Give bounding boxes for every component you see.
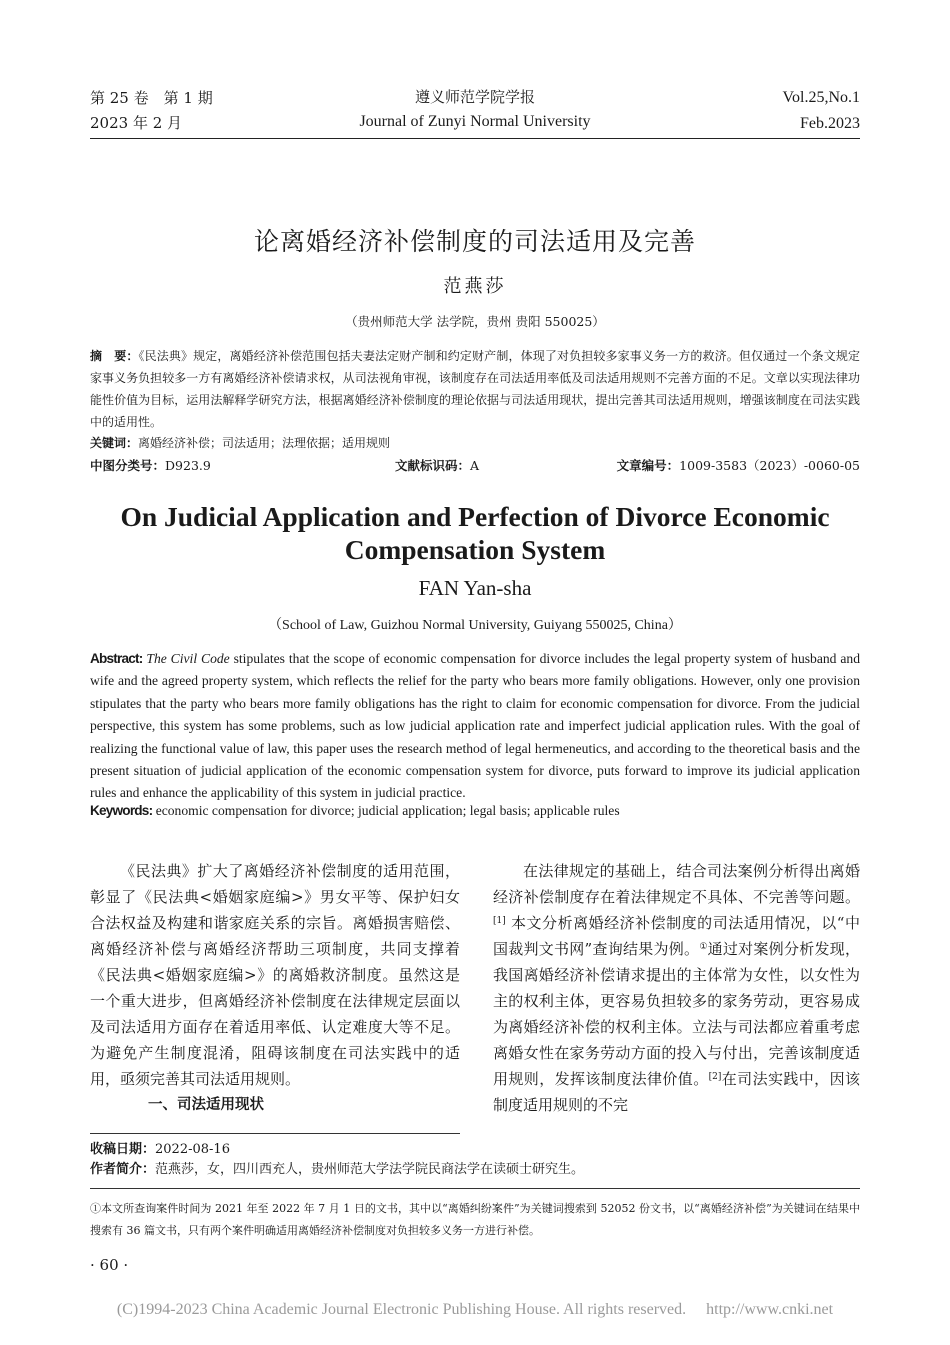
article-no-label: 文章编号： (616, 458, 680, 473)
footnote-rule (90, 1133, 460, 1134)
footnote-marker: ① (699, 942, 708, 952)
right-paragraph (493, 858, 860, 1118)
right-text-3: 通过对案例分析发现，我国离婚经济补偿请求提出的主体常为女性，以女性为主的权利主体，更容易负担较多的家务劳动，更容易成为离婚经济补偿的权利主体。立法与司法都应着重考虑离婚女性在家务劳动方面的投入与付出，完善该制度适用规则，发挥该制度法律价值。 (493, 940, 860, 1088)
received-value: 2022-08-16 (155, 1142, 230, 1157)
section-heading: 一、司法适用现状 (148, 1097, 264, 1113)
right-text-1: 在法律规定的基础上，结合司法案例分析得出离婚经济补偿制度存在着法律规定不具体、不完善等问题。 (493, 862, 860, 906)
article-title-cn: 论离婚经济补偿制度的司法适用及完善 (253, 227, 696, 256)
abstract-cn (90, 345, 860, 433)
received-date (90, 1140, 230, 1160)
footnote-1: ①本文所查询案件时间为 2021 年至 2022 年 7 月 1 日的文书，其中以“离婚纠纷案件”为关键词搜索到 52052 份文书，以“离婚经济补偿”为关键词在结果中搜索有 36 篇文书，只有两个案件明确适用离婚经济补偿制度对负担较多义务一方进行补偿。 (90, 1202, 860, 1237)
copyright-watermark: (C)1994-2023 China Academic Journal Electronic Publishing House. All rights reserved. http://www.cnki.net (116, 1301, 834, 1318)
page-number: · 60 · (90, 1256, 129, 1274)
author-bio (90, 1160, 584, 1180)
keywords-en-text: economic compensation for divorce; judicial application; legal basis; applicable rules (152, 803, 620, 818)
abstract-cn-text: 《民法典》规定，离婚经济补偿范围包括夫妻法定财产制和约定财产制，体现了对负担较多家事义务一方的救济。但仅通过一个条文规定家事义务负担较多一方有离婚经济补偿请求权，从司法视角审视，该制度存在司法适用率低及司法适用规则不完善方面的不足。文章以实现法律功能性价值为目标，运用法解释学研究方法，根据离婚经济补偿制度的理论依据与司法适用现状，提出完善其司法适用规则，增强该制度在司法实践中的适用性。 (90, 349, 860, 429)
article-number (617, 456, 860, 476)
affiliation-en: （School of Law, Guizhou Normal University, Guiyang 550025, China） (268, 618, 682, 633)
volume-en: Vol.25,No.1 (782, 89, 860, 106)
journal-name-en: Journal of Zunyi Normal University (359, 113, 591, 130)
author-bio-label: 作者简介： (90, 1162, 156, 1177)
clc-label: 中图分类号： (90, 458, 166, 473)
keywords-en-label: Keywords: (90, 803, 153, 818)
author-en: FAN Yan-sha (418, 576, 532, 600)
received-label: 收稿日期： (90, 1142, 156, 1157)
intro-paragraph: 《民法典》扩大了离婚经济补偿制度的适用范围，彰显了《民法典<婚姻家庭编>》男女平等、保护妇女合法权益及构建和谐家庭关系的宗旨。离婚损害赔偿、离婚经济补偿与离婚经济帮助三项制度，共同支撑着《民法典<婚姻家庭编>》的离婚救济制度。虽然这是一个重大进步，但离婚经济补偿制度在法律规定层面以及司法适用方面存在着适用率低、认定难度大等不足。为避免产生制度混淆，阻碍该制度在司法实践中的适用，亟须完善其司法适用规则。 (90, 862, 460, 1088)
keywords-cn (90, 433, 860, 453)
document-code (395, 456, 479, 476)
article-no-value: 1009-3583（2023）-0060-05 (679, 458, 860, 473)
doc-code-label: 文献标识码： (395, 458, 471, 473)
keywords-cn-label: 关键词： (90, 436, 139, 450)
reference-2: [2] (708, 1072, 722, 1082)
right-text-4: 在司法实践中，因该制度适用规则的不完 (493, 1070, 860, 1114)
abstract-en-italic: The Civil Code (146, 651, 230, 666)
affiliation-cn: （贵州师范大学 法学院，贵州 贵阳 550025） (345, 314, 605, 329)
header-rule (90, 138, 860, 139)
right-text-2: 本文分析离婚经济补偿制度的司法适用情况，以“中国裁判文书网”查询结果为例。 (493, 914, 860, 958)
abstract-cn-label: 摘 要： (90, 349, 139, 363)
keywords-cn-text: 离婚经济补偿；司法适用；法理依据；适用规则 (138, 436, 391, 450)
issue-date-en: Feb.2023 (800, 115, 860, 132)
author-cn: 范燕莎 (443, 276, 507, 297)
keywords-en (90, 800, 860, 822)
article-title-en: On Judicial Application and Perfection of Divorce Economic Compensation System (120, 501, 830, 565)
journal-name-cn: 遵义师范学院学报 (414, 88, 535, 106)
note-rule (90, 1188, 860, 1189)
body-right-column (493, 858, 860, 1118)
abstract-en-text: stipulates that the scope of economic compensation for divorce includes the legal property system of husband and wife and the agreed property system, which reflects the relief for the party who bears more family obligations. However, only one provision stipulates that the party who bears more family obligations has the right to claim for economic compensation for divorce. From the judicial perspective, this system has some problems, such as low judicial application rate and imperfect judicial application rules. With the goal of realizing the functional value of law, this paper uses the research method of legal hermeneutics, and according to the theoretical basis and the present situation of judicial application of the economic compensation system for divorce, puts forward to improve its judicial application rules and enhance the applicability of this system in judicial practice. (90, 651, 860, 801)
volume-issue: 第 25 卷 第 1 期 (90, 89, 213, 107)
clc-value: D923.9 (165, 458, 211, 473)
abstract-en-label: Abstract: (90, 651, 143, 666)
clc-number (90, 456, 211, 476)
reference-1: [1] (493, 916, 506, 926)
abstract-en (90, 648, 860, 805)
author-bio-text: 范燕莎，女，四川西充人，贵州师范大学法学院民商法学在读硕士研究生。 (155, 1162, 585, 1177)
issue-date-cn: 2023 年 2 月 (90, 114, 183, 132)
doc-code-value: A (470, 458, 480, 473)
body-left-column (90, 858, 460, 1118)
